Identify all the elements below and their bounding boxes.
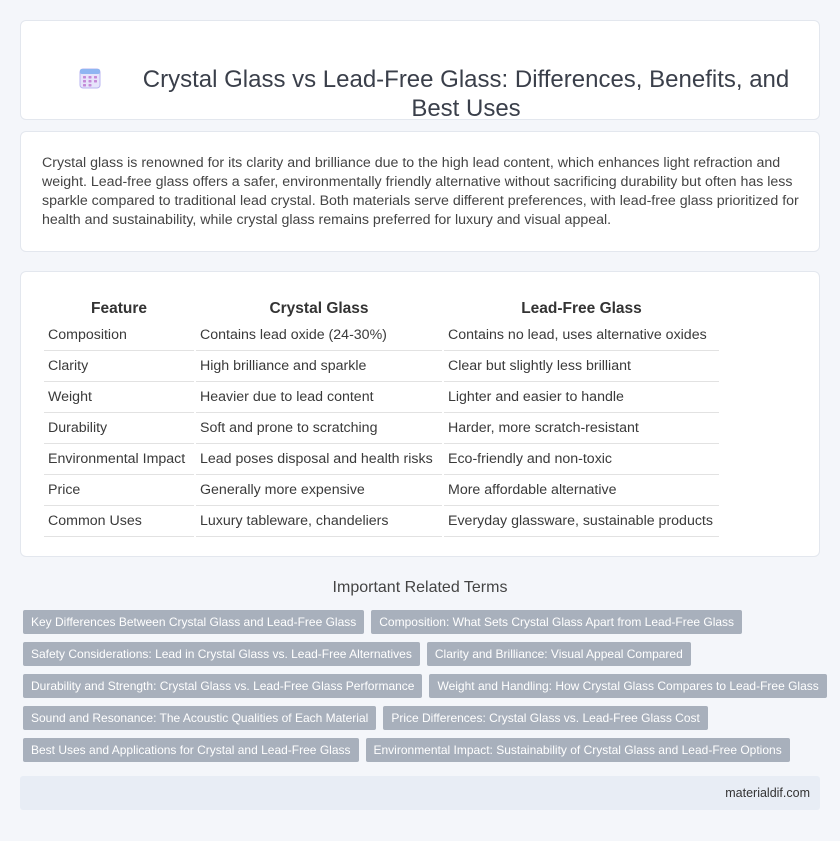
related-terms-title: Important Related Terms (332, 579, 508, 596)
intro-card (20, 131, 820, 252)
intro-paragraph: Crystal glass is renowned for its clarity and brilliance due to the high lead content, which enhances light refraction and weight. Lead-free glass offers a safer, environmentally friendly alternative without sacrificing durability but often has less sparkle compared to traditional lead crystal. Both materials serve different preferences, with lead-free glass prioritized for health and sustainability, while crystal glass remains preferred for luxury and visual appeal. (42, 155, 799, 228)
related-term-link[interactable]: Key Differences Between Crystal Glass and Lead-Free Glass (23, 610, 364, 634)
table-cell: Clarity (44, 351, 194, 382)
related-term-link[interactable]: Sound and Resonance: The Acoustic Qualities of Each Material (23, 706, 376, 730)
table-row (44, 320, 719, 351)
table-cell: Soft and prone to scratching (196, 413, 442, 444)
header-crystal-glass: Crystal Glass (269, 300, 369, 317)
related-term-link[interactable]: Composition: What Sets Crystal Glass Apart from Lead-Free Glass (371, 610, 742, 634)
table-cell: Generally more expensive (196, 475, 442, 506)
table-cell: Composition (44, 320, 194, 351)
table-cell: Luxury tableware, chandeliers (196, 506, 442, 537)
header-lead-free-glass: Lead-Free Glass (521, 300, 642, 317)
related-term-link[interactable]: Environmental Impact: Sustainability of Crystal Glass and Lead-Free Options (366, 738, 790, 762)
footer (20, 776, 820, 810)
table-cell: Price (44, 475, 194, 506)
comparison-table-card (20, 271, 820, 557)
table-cell: Harder, more scratch-resistant (444, 413, 719, 444)
tag-row (23, 642, 823, 666)
table-cell: Common Uses (44, 506, 194, 537)
table-row (44, 382, 719, 413)
table-cell: Contains no lead, uses alternative oxides (444, 320, 719, 351)
table-cell: Everyday glassware, sustainable products (444, 506, 719, 537)
table-cell: Environmental Impact (44, 444, 194, 475)
table-row (44, 506, 719, 537)
table-row (44, 351, 719, 382)
related-term-link[interactable]: Clarity and Brilliance: Visual Appeal Compared (427, 642, 691, 666)
table-row (44, 444, 719, 475)
table-row (44, 413, 719, 444)
table-cell: High brilliance and sparkle (196, 351, 442, 382)
header-feature: Feature (91, 300, 147, 317)
tag-row (23, 674, 823, 698)
related-term-link[interactable]: Price Differences: Crystal Glass vs. Lead-Free Glass Cost (383, 706, 708, 730)
table-cell: Weight (44, 382, 194, 413)
table-cell: Contains lead oxide (24-30%) (196, 320, 442, 351)
table-cell: More affordable alternative (444, 475, 719, 506)
table-cell: Heavier due to lead content (196, 382, 442, 413)
tag-row (23, 610, 823, 634)
table-header-row (44, 296, 719, 320)
related-terms-list (23, 610, 823, 770)
header-card (20, 20, 820, 120)
title-row (21, 21, 819, 122)
footer-site-name: materialdif.com (725, 786, 810, 800)
comparison-table (42, 296, 721, 537)
table-cell: Clear but slightly less brilliant (444, 351, 719, 382)
calendar-grid-icon (79, 67, 101, 89)
table-cell: Eco-friendly and non-toxic (444, 444, 719, 475)
page-title: Crystal Glass vs Lead-Free Glass: Differences, Benefits, and Best Uses (142, 66, 790, 122)
table-cell: Durability (44, 413, 194, 444)
related-term-link[interactable]: Best Uses and Applications for Crystal and Lead-Free Glass (23, 738, 359, 762)
tag-row (23, 738, 823, 762)
related-term-link[interactable]: Weight and Handling: How Crystal Glass Compares to Lead-Free Glass (429, 674, 826, 698)
related-term-link[interactable]: Safety Considerations: Lead in Crystal Glass vs. Lead-Free Alternatives (23, 642, 420, 666)
table-cell: Lead poses disposal and health risks (196, 444, 442, 475)
tag-row (23, 706, 823, 730)
table-cell: Lighter and easier to handle (444, 382, 719, 413)
table-row (44, 475, 719, 506)
related-term-link[interactable]: Durability and Strength: Crystal Glass vs. Lead-Free Glass Performance (23, 674, 422, 698)
